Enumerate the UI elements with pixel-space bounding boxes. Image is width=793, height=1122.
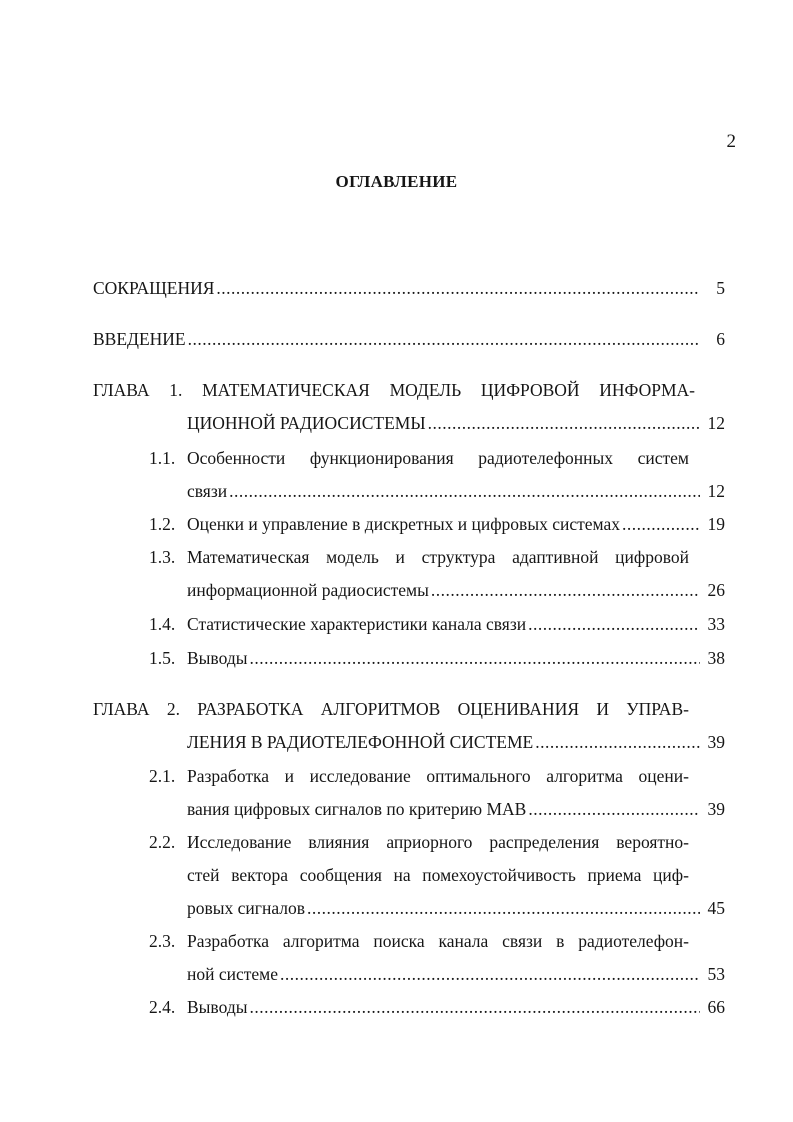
word: ЦИФРОВОЙ [480,380,580,400]
toc-entry-label: ВВЕДЕНИЕ [93,329,186,349]
word: МАТЕМАТИЧЕСКАЯ [202,380,370,400]
toc-section-2-1-line-2 [187,798,725,820]
word: 2. [166,699,180,719]
toc-chapter-2-line-1 [93,698,689,720]
word: сообщения [299,865,382,885]
word: и [284,766,294,786]
toc-section-2-3-line-1 [187,930,689,952]
toc-chapter-1-line-2 [187,412,725,434]
word: циф- [653,865,689,885]
toc-section-1-1-line-2 [187,480,725,502]
toc-entry-page: 39 [707,799,725,819]
word: МОДЕЛЬ [389,380,462,400]
toc-entry-page: 45 [707,898,725,918]
section-number: 2.3. [149,931,176,951]
toc-entry-page: 39 [707,732,725,752]
word: Разработка [187,931,270,951]
toc-entry-label: вания цифровых сигналов по критерию МАВ [187,799,527,819]
word: Математическая [187,547,310,567]
toc-section-1-1-line-1 [187,447,689,469]
word: на [393,865,411,885]
toc-section-2-1-line-1 [187,765,689,787]
word: РАЗРАБОТКА [197,699,304,719]
toc-entry-page: 26 [707,580,725,600]
page-title: ОГЛАВЛЕНИЕ [335,172,458,191]
toc-entry-introduction [93,328,725,350]
word: Разработка [187,766,270,786]
section-number: 2.4. [149,997,176,1017]
section-number: 1.4. [149,614,176,634]
section-number: 1.3. [149,547,176,567]
toc-entry-label: Статистические характеристики канала связи [187,614,527,634]
word: ИНФОРМА- [599,380,695,400]
toc-chapter-1-line-1 [93,379,695,401]
toc-entry-page: 66 [707,997,725,1017]
word: помехоустойчивость [422,865,576,885]
word: АЛГОРИТМОВ [320,699,441,719]
leader-dots [249,647,700,669]
toc-entry-page: 6 [716,329,725,349]
toc-entry-label: ровых сигналов [187,898,305,918]
leader-dots [431,579,700,601]
word: канала [438,931,489,951]
toc-section-2-2-line-1 [187,831,689,853]
toc-entry-label: ной системе [187,964,279,984]
leader-dots [428,412,700,434]
toc-entry-page: 53 [707,964,725,984]
toc-entry-label: Выводы [187,997,248,1017]
toc-entry-page: 38 [707,648,725,668]
word: ГЛАВА [93,380,150,400]
toc-section-1-3-line-2 [187,579,725,601]
toc-section-2-4 [187,996,725,1018]
leader-dots [307,897,700,919]
word: структура [421,547,496,567]
leader-dots [528,613,700,635]
word: модель [326,547,379,567]
word: алгоритма [546,766,623,786]
word: оцени- [638,766,689,786]
word: влияния [308,832,370,852]
word: И [596,699,609,719]
toc-section-2-3-line-2 [187,963,725,985]
word: исследование [309,766,411,786]
toc-entry-page: 12 [707,481,725,501]
toc-section-2-2-line-3 [187,897,725,919]
toc-section-1-3-line-1 [187,546,689,568]
leader-dots [622,513,700,535]
word: алгоритма [282,931,360,951]
word: распределения [489,832,600,852]
word: и [395,547,405,567]
word: ОЦЕНИВАНИЯ [457,699,580,719]
section-number: 1.2. [149,514,176,534]
toc-section-1-2 [187,513,725,535]
toc-section-1-5 [187,647,725,669]
leader-dots [280,963,700,985]
section-number: 2.1. [149,766,176,786]
word: Исследование [187,832,292,852]
word: Особенности [187,448,286,468]
toc-entry-abbreviations [93,277,725,299]
section-number: 1.5. [149,648,176,668]
word: адаптивной [512,547,599,567]
leader-dots [188,328,700,350]
leader-dots [535,731,700,753]
leader-dots [528,798,700,820]
toc-entry-page: 12 [707,413,725,433]
toc-entry-label: Выводы [187,648,248,668]
leader-dots [216,277,700,299]
section-number: 1.1. [149,448,176,468]
word: приема [587,865,642,885]
word: априорного [386,832,473,852]
word: поиска [373,931,425,951]
toc-entry-page: 5 [716,278,725,298]
toc-entry-label: СОКРАЩЕНИЯ [93,278,215,298]
toc-entry-label: информационной радиосистемы [187,580,429,600]
word: стей [187,865,220,885]
word: радиотелефон- [578,931,689,951]
word: оптимального [426,766,531,786]
word: ГЛАВА [93,699,150,719]
word: систем [637,448,689,468]
toc-section-2-2-line-2 [187,864,689,886]
section-number: 2.2. [149,832,176,852]
toc-entry-label: ЦИОННОЙ РАДИОСИСТЕМЫ [187,413,426,433]
word: вероятно- [616,832,689,852]
toc-section-1-4 [187,613,725,635]
word: УПРАВ- [626,699,689,719]
leader-dots [249,996,700,1018]
toc-chapter-2-line-2 [187,731,725,753]
toc-entry-page: 33 [707,614,725,634]
word: связи [502,931,543,951]
word: 1. [169,380,183,400]
word: функционирования [309,448,454,468]
word: цифровой [615,547,689,567]
word: в [556,931,565,951]
word: радиотелефонных [478,448,614,468]
word: вектора [231,865,289,885]
toc-entry-label: Оценки и управление в дискретных и цифровых системах [187,514,620,534]
toc-entry-label: ЛЕНИЯ В РАДИОТЕЛЕФОННОЙ СИСТЕМЕ [187,732,534,752]
toc-entry-label: связи [187,481,228,501]
page-number: 2 [726,131,736,152]
toc-entry-page: 19 [707,514,725,534]
leader-dots [229,480,700,502]
